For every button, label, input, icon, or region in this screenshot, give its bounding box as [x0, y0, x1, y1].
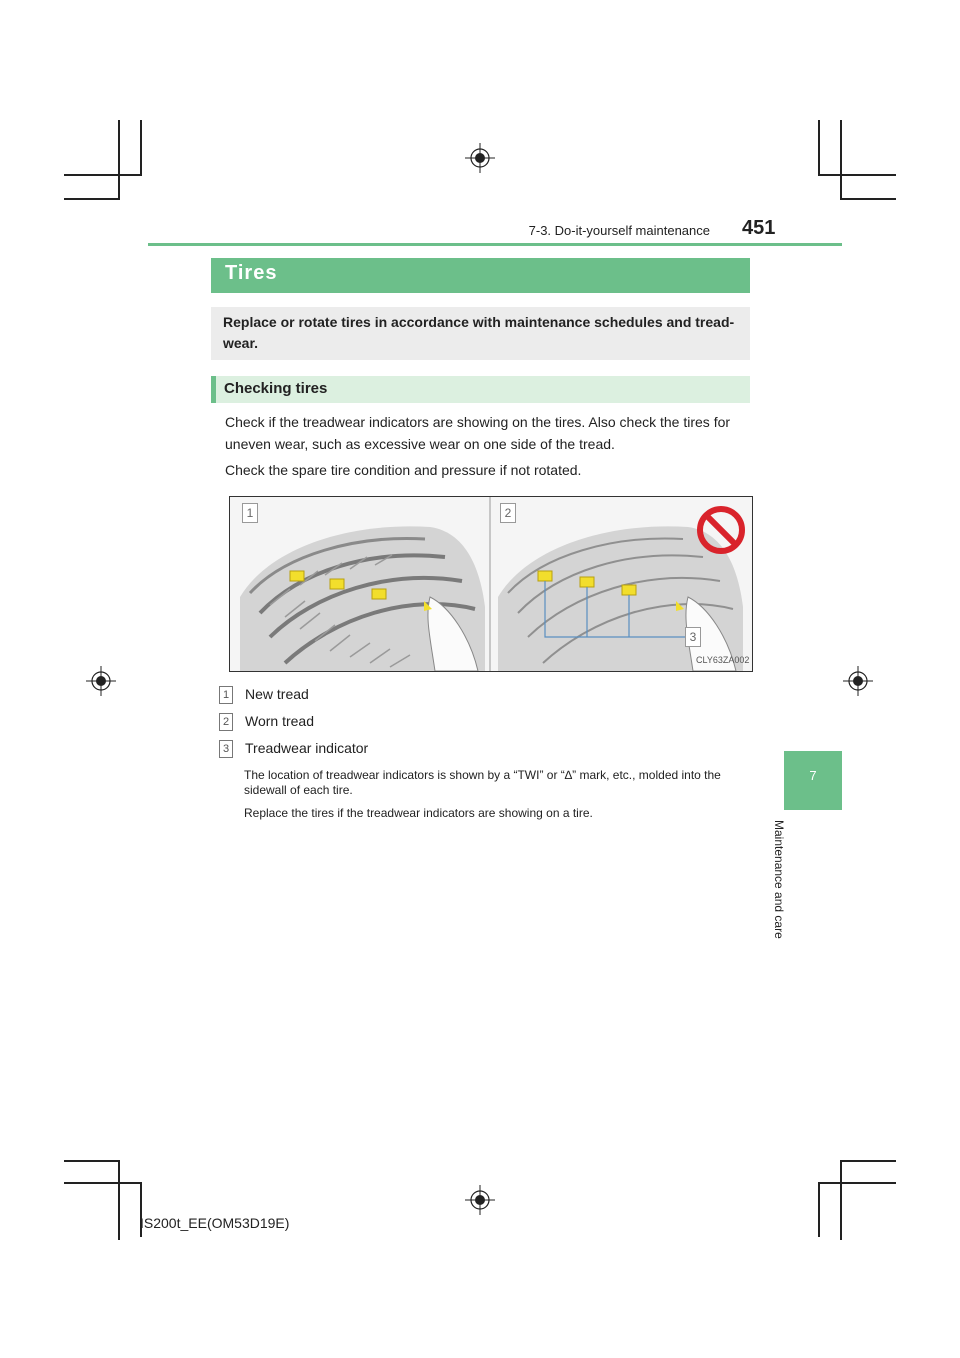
- subsection-heading: Checking tires: [224, 380, 328, 397]
- chapter-label-container: [772, 820, 810, 970]
- tire-figure: [229, 496, 753, 672]
- page-number: 451: [742, 217, 776, 239]
- footer-document-code: IS200t_EE(OM53D19E): [140, 1215, 290, 1231]
- registration-mark-icon: [843, 666, 873, 696]
- legend-item: [219, 740, 368, 758]
- registration-mark-icon: [86, 666, 116, 696]
- section-heading: 7-3. Do-it-yourself maintenance: [528, 223, 710, 238]
- legend-number: 1: [219, 686, 233, 704]
- subsection-accent: [211, 376, 216, 403]
- legend-number: 2: [219, 713, 233, 731]
- intro-text: Replace or rotate tires in accordance with maintenance schedules and tread-wear.: [223, 314, 735, 351]
- legend-item: [219, 713, 314, 731]
- paragraph-check-tires: Check if the treadwear indicators are showing on the tires. Also check the tires for uneven wear, such as excessive wear on one side of the tread.: [225, 414, 731, 452]
- legend-item: [219, 686, 309, 704]
- registration-mark-icon: [465, 143, 495, 173]
- legend-label: Treadwear indicator: [245, 740, 369, 756]
- callout-2: 2: [500, 503, 516, 523]
- title-bar: [211, 258, 750, 293]
- figure-code: CLY63ZA002: [696, 655, 750, 665]
- header-rule: [148, 243, 842, 246]
- no-entry-icon: [696, 505, 746, 555]
- legend-label: Worn tread: [245, 713, 314, 729]
- tire-illustration: [230, 497, 752, 671]
- callout-3: 3: [685, 627, 701, 647]
- note-replace-tires: Replace the tires if the treadwear indicators are showing on a tire.: [244, 806, 593, 820]
- chapter-number: 7: [809, 768, 817, 783]
- chapter-label: Maintenance and care: [772, 820, 786, 939]
- callout-1: 1: [242, 503, 258, 523]
- note-twi-location: The location of treadwear indicators is shown by a “TWI” or “∆” mark, etc., molded into the sidewall of each tire.: [244, 768, 721, 797]
- paragraph-spare-tire: Check the spare tire condition and pressure if not rotated.: [225, 462, 582, 478]
- legend-number: 3: [219, 740, 233, 758]
- registration-mark-icon: [465, 1185, 495, 1215]
- page-title: Tires: [225, 262, 278, 284]
- legend-label: New tread: [245, 686, 309, 702]
